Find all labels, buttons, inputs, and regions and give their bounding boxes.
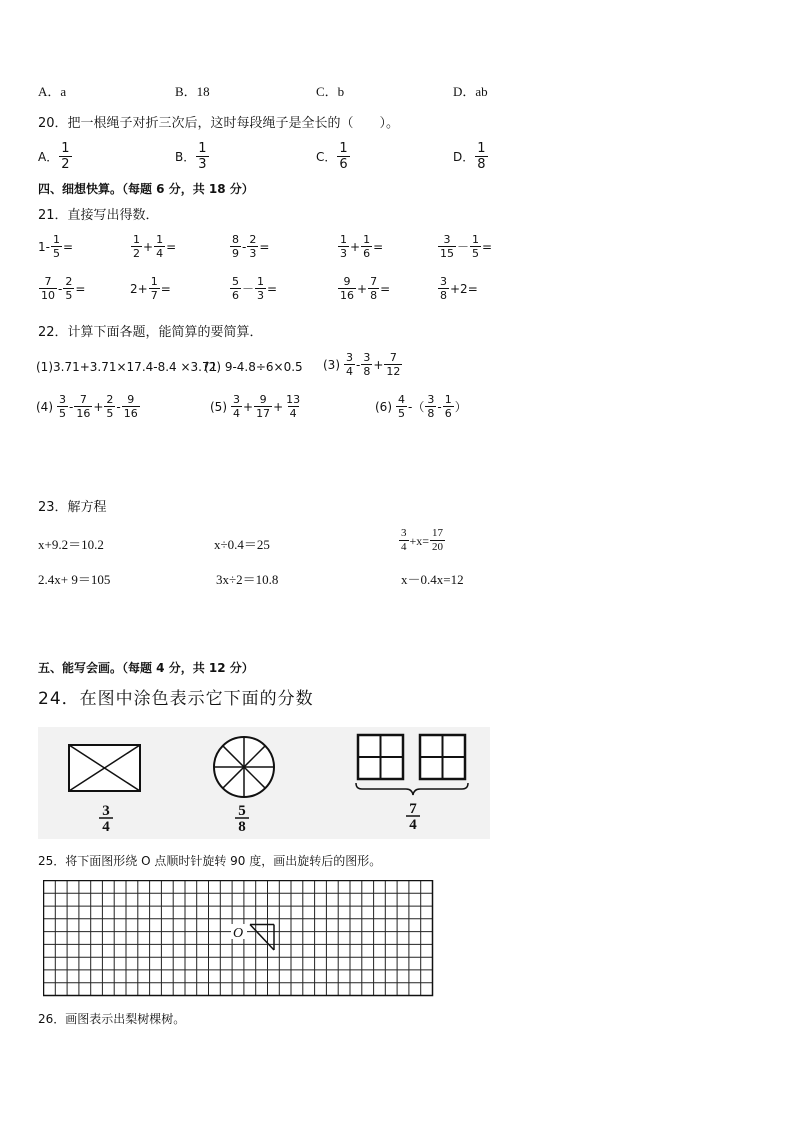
fraction: [231, 394, 242, 419]
denominator: 4: [233, 406, 240, 420]
denominator: 20: [432, 540, 444, 553]
denominator: 8: [363, 364, 371, 378]
numerator: 17: [432, 527, 444, 539]
q21-expression: [130, 276, 171, 301]
expression-text: =: [482, 239, 493, 254]
q20-option-b: [175, 142, 210, 171]
item-label: (3): [323, 357, 340, 372]
denominator: 5: [398, 406, 405, 420]
numerator: 13: [286, 393, 301, 406]
q19-option-b: B．18: [175, 84, 210, 99]
q21-expression: [337, 234, 383, 259]
q21-expression: [437, 276, 478, 301]
fraction: [59, 142, 71, 171]
q23-title: 23．解方程: [38, 500, 107, 515]
expression-text: =: [373, 239, 384, 254]
fraction: [74, 394, 92, 419]
denominator: 3: [249, 246, 257, 260]
q21-expression: [130, 234, 176, 259]
q24-figures: [38, 727, 490, 839]
fraction: [230, 276, 241, 301]
expression-text: =: [166, 239, 177, 254]
q22-item-5: [210, 394, 303, 419]
expression-text: －: [242, 281, 255, 296]
numerator: 1: [156, 233, 164, 246]
expression-text: =: [267, 281, 278, 296]
numerator: 1: [150, 275, 158, 288]
denominator: 8: [370, 288, 378, 302]
fraction: [39, 276, 57, 301]
denominator: 8: [477, 156, 486, 172]
fraction: [443, 394, 454, 419]
denominator: 2: [133, 246, 140, 260]
fraction-2-denominator: 8: [238, 819, 246, 835]
numerator: 1: [477, 141, 486, 156]
fraction: [63, 276, 74, 301]
numerator: 3: [401, 527, 407, 539]
fraction: [196, 142, 208, 171]
expression-text: 1-: [38, 239, 50, 254]
fraction: [470, 234, 481, 259]
denominator: 6: [444, 406, 452, 420]
fraction: [344, 352, 355, 377]
fraction-3-numerator: 7: [409, 801, 417, 817]
fraction: [149, 276, 160, 301]
item-label: (4): [36, 399, 53, 414]
expression-text: -: [242, 239, 247, 254]
fraction: [255, 276, 266, 301]
q24-figure-panel: [38, 727, 490, 839]
expression-text: =: [62, 239, 74, 254]
q23-equation-3: [398, 528, 446, 553]
numerator: 2: [106, 393, 114, 406]
section-5-title: 五、能写会画。（每题 4 分，共 12 分）: [38, 661, 254, 675]
fraction: [230, 234, 241, 259]
numerator: 2: [249, 233, 257, 246]
denominator: 2: [61, 156, 70, 172]
expression-text: =: [380, 281, 391, 296]
numerator: 3: [346, 351, 353, 364]
denominator: 8: [427, 406, 435, 420]
fraction: [337, 142, 349, 171]
expression-text: －: [457, 239, 470, 254]
expression-text: +: [350, 239, 361, 254]
denominator: 4: [289, 406, 297, 420]
fraction-1-numerator: 3: [102, 803, 110, 819]
numerator: 7: [370, 275, 378, 288]
numerator: 1: [198, 141, 207, 156]
fraction: [338, 234, 349, 259]
denominator: 6: [232, 288, 239, 302]
square-shape-1: [358, 735, 403, 779]
denominator: 16: [123, 406, 138, 420]
denominator: 16: [340, 288, 354, 302]
expression-text: -: [58, 281, 63, 296]
numerator: 4: [398, 393, 405, 406]
numerator: 2: [65, 275, 73, 288]
q21-expression: [38, 276, 85, 301]
denominator: 6: [339, 156, 348, 172]
section-4-title: 四、细想快算。（每题 6 分，共 18 分）: [38, 182, 254, 196]
numerator: 3: [233, 393, 240, 406]
numerator: 9: [127, 393, 135, 406]
fraction: [399, 528, 409, 553]
denominator: 17: [256, 406, 271, 420]
q21-title: 21．直接写出得数．: [38, 208, 159, 223]
numerator: 1: [363, 233, 371, 246]
fraction-1-denominator: 4: [102, 819, 110, 835]
denominator: 5: [59, 406, 66, 420]
fraction-2-numerator: 5: [238, 803, 246, 819]
q22-item-4: [36, 394, 141, 419]
q22-item-3: [323, 352, 403, 377]
fraction: [368, 276, 379, 301]
q22-item-6: [375, 394, 467, 419]
expression-text: 2+: [130, 281, 148, 296]
expression-text: +: [373, 357, 384, 372]
fraction: [122, 394, 140, 419]
q20-option-d: [453, 142, 489, 171]
denominator: 8: [440, 288, 447, 302]
fraction: [430, 528, 445, 553]
q22-item-1: (1)3.71+3.71×17.4-8.4 ×3.71: [36, 360, 218, 374]
expression-text: ）: [454, 399, 467, 414]
q21-expression: [437, 234, 492, 259]
expression-text: -: [356, 357, 361, 372]
numerator: 1: [340, 233, 347, 246]
expression-text: -（: [408, 399, 425, 414]
option-label: A．: [38, 149, 59, 164]
expression-text: -: [437, 399, 442, 414]
fraction: [57, 394, 68, 419]
fraction-3-denominator: 4: [409, 817, 417, 833]
option-label: B．: [175, 149, 196, 164]
expression-text: =: [160, 281, 171, 296]
expression-text: -: [69, 399, 74, 414]
rectangle-shape: [69, 745, 140, 791]
numerator: 1: [257, 275, 265, 288]
point-o-label: O: [233, 926, 244, 941]
denominator: 4: [401, 540, 407, 553]
rotation-grid: [43, 880, 435, 998]
numerator: 3: [440, 275, 447, 288]
expression-text: -: [116, 399, 121, 414]
item-label: (5): [210, 399, 227, 414]
numerator: 1: [339, 141, 348, 156]
denominator: 3: [257, 288, 265, 302]
denominator: 5: [106, 406, 114, 420]
option-label: C．: [316, 149, 337, 164]
fraction: [104, 394, 115, 419]
expression-text: +: [273, 399, 284, 414]
expression-text: =: [75, 281, 86, 296]
option-label: D．: [453, 149, 475, 164]
expression-text: +: [243, 399, 254, 414]
numerator: 5: [232, 275, 239, 288]
numerator: 9: [259, 393, 267, 406]
denominator: 5: [52, 246, 60, 260]
expression-text: +: [143, 239, 154, 254]
fraction: [51, 234, 62, 259]
denominator: 15: [440, 246, 454, 260]
q20-option-c: [316, 142, 351, 171]
expression-text: +: [93, 399, 104, 414]
q20-option-a: [38, 142, 73, 171]
item-label: (6): [375, 399, 392, 414]
q19-option-d: D．ab: [453, 84, 488, 99]
numerator: 3: [59, 393, 66, 406]
q24-title: 24．在图中涂色表示它下面的分数: [38, 689, 314, 709]
q19-option-c: C．b: [316, 84, 345, 99]
denominator: 10: [41, 288, 55, 302]
fraction: [247, 234, 258, 259]
numerator: 1: [444, 393, 452, 406]
brace: [356, 783, 468, 795]
denominator: 6: [363, 246, 371, 260]
fraction: [284, 394, 302, 419]
numerator: 7: [44, 275, 52, 288]
q19-option-a: A．a: [38, 84, 67, 99]
denominator: 5: [472, 246, 480, 260]
numerator: 1: [472, 233, 480, 246]
fraction: [425, 394, 436, 419]
expression-text: +: [357, 281, 368, 296]
fraction: [475, 142, 487, 171]
circle-shape: [214, 737, 274, 797]
fraction: [384, 352, 402, 377]
q21-expression: [38, 234, 73, 259]
q23-equation-5: 3x÷2＝10.8: [216, 572, 279, 587]
denominator: 9: [232, 246, 239, 260]
q21-expression: [337, 276, 390, 301]
numerator: 3: [427, 393, 435, 406]
expression-text: +x=: [409, 533, 430, 548]
q25-title: 25．将下面图形绕 O 点顺时针旋转 90 度，画出旋转后的图形。: [38, 854, 382, 868]
q20-question: 20．把一根绳子对折三次后，这时每段绳子是全长的（ ）。: [38, 116, 400, 131]
q23-equation-4: 2.4x+ 9＝105: [38, 572, 111, 587]
denominator: 3: [198, 156, 207, 172]
numerator: 3: [443, 233, 451, 246]
denominator: 3: [340, 246, 347, 260]
fraction: [361, 352, 372, 377]
numerator: 3: [363, 351, 371, 364]
rotation-shape: [250, 925, 274, 951]
denominator: 16: [76, 406, 91, 420]
q21-expression: [229, 276, 277, 301]
fraction: [254, 394, 272, 419]
numerator: 7: [79, 393, 87, 406]
numerator: 1: [133, 233, 140, 246]
q26-title: 26．画图表示出梨树棵树。: [38, 1012, 186, 1026]
numerator: 7: [389, 351, 397, 364]
expression-text: =: [259, 239, 270, 254]
denominator: 4: [156, 246, 164, 260]
denominator: 4: [346, 364, 353, 378]
q23-equation-1: x+9.2＝10.2: [38, 537, 104, 552]
square-shape-2: [420, 735, 465, 779]
denominator: 5: [65, 288, 73, 302]
q23-equation-2: x÷0.4＝25: [214, 537, 270, 552]
numerator: 1: [61, 141, 70, 156]
fraction: [338, 276, 356, 301]
fraction: [131, 234, 142, 259]
fraction: [438, 234, 456, 259]
denominator: 12: [386, 364, 401, 378]
q23-equation-6: x－0.4x=12: [401, 572, 464, 587]
expression-text: +2=: [450, 281, 478, 296]
fraction: [154, 234, 165, 259]
numerator: 8: [232, 233, 239, 246]
denominator: 7: [150, 288, 158, 302]
q22-title: 22．计算下面各题，能简算的要简算．: [38, 325, 263, 340]
q21-expression: [229, 234, 269, 259]
numerator: 1: [52, 233, 60, 246]
q22-item-2: (2) 9-4.8÷6×0.5: [204, 360, 303, 374]
numerator: 9: [343, 275, 351, 288]
fraction: [438, 276, 449, 301]
fraction: [361, 234, 372, 259]
fraction: [396, 394, 407, 419]
